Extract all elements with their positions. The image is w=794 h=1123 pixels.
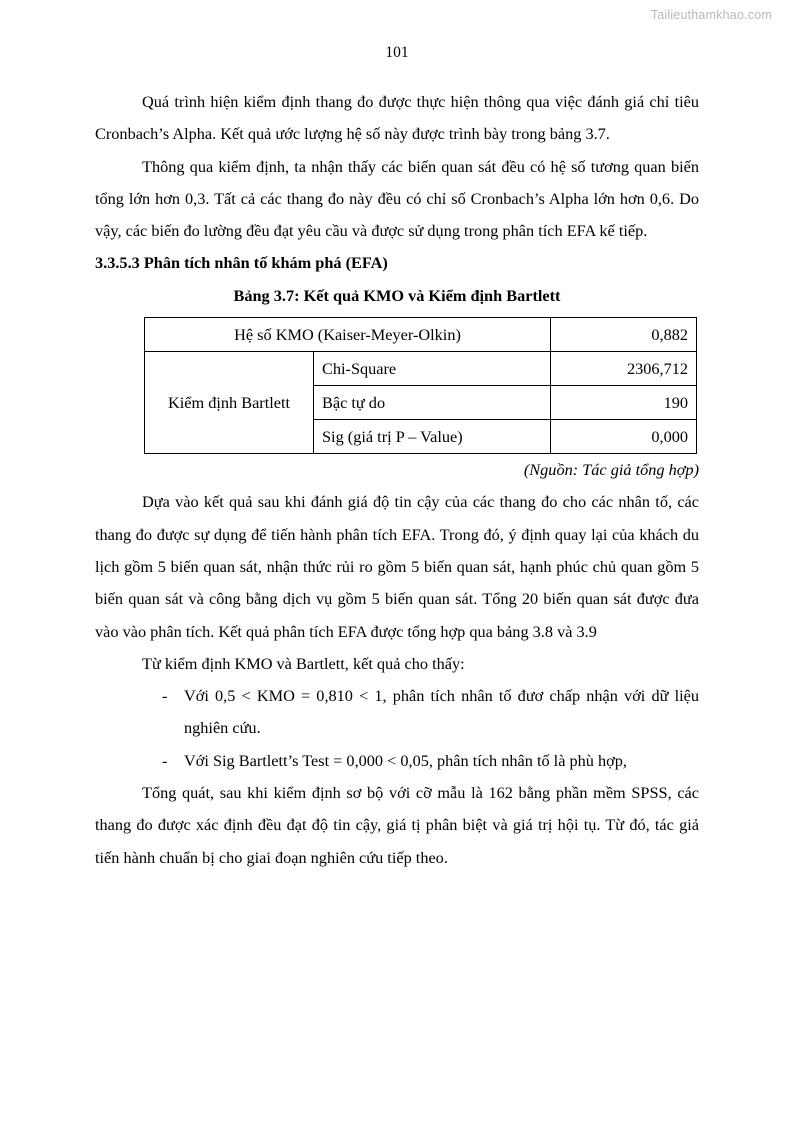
table-source-note: (Nguồn: Tác giả tổng hợp) bbox=[523, 460, 699, 480]
bartlett-chisquare-value: 2306,712 bbox=[551, 352, 697, 386]
list-item bbox=[95, 745, 699, 777]
bartlett-chisquare-label: Chi-Square bbox=[314, 352, 551, 386]
list-marker-icon: - bbox=[162, 750, 168, 770]
paragraph-efa-setup: Dựa vào kết quả sau khi đánh giá độ tin cậy của các thang đo cho các nhân tố, các thang đo được sự dụng để tiến hành phân tích EFA. Trong đó, ý định quay lại của khách du lịch gồm 5 biến quan sát, nhận thức rủi ro gồm 5 biến quan sát, hạnh phúc chủ quan gồm 5 biến quan sát và công bằng dịch vụ gồm 5 biến quan sát. Tổng 20 biến quan sát được đưa vào vào phân tích. Kết quả phân tích EFA được tổng hợp qua bảng 3.8 và 3.9 bbox=[95, 492, 699, 641]
kmo-value-cell: 0,882 bbox=[551, 318, 697, 352]
kmo-label-cell: Hệ số KMO (Kaiser-Meyer-Olkin) bbox=[145, 318, 551, 352]
list-item-label: Với Sig Bartlett’s Test = 0,000 < 0,05, phân tích nhân tố là phù hợp, bbox=[184, 750, 627, 770]
list-marker-icon: - bbox=[162, 686, 168, 706]
page-number: 101 bbox=[385, 44, 409, 61]
paragraph-conclusion: Tổng quát, sau khi kiểm định sơ bộ với cỡ mẫu là 162 bằng phần mềm SPSS, các thang đo được xác định đều đạt độ tin cậy, giá tị phân biệt và giá trị hội tụ. Từ đó, tác giả tiến hành chuẩn bị cho giai đoạn nghiên cứu tiếp theo. bbox=[95, 783, 699, 867]
list-item bbox=[95, 680, 699, 745]
bartlett-label-cell: Kiểm định Bartlett bbox=[145, 352, 314, 454]
bartlett-sig-label: Sig (giá trị P – Value) bbox=[314, 420, 551, 454]
findings-list bbox=[95, 680, 699, 777]
paragraph-intro: Quá trình hiện kiểm định thang đo được thực hiện thông qua việc đánh giá chỉ tiêu Cronbach’s Alpha. Kết quả ước lượng hệ số này được trình bày trong bảng 3.7. bbox=[95, 92, 699, 144]
bartlett-df-label: Bậc tự do bbox=[314, 386, 551, 420]
table-caption: Bảng 3.7: Kết quả KMO và Kiểm định Bartlett bbox=[233, 285, 561, 305]
watermark: Tailieuthamkhao.com bbox=[650, 8, 772, 22]
kmo-bartlett-table-wrapper bbox=[144, 317, 696, 454]
paragraph-kmo-lead: Từ kiểm định KMO và Bartlett, kết quả cho thấy: bbox=[142, 653, 465, 673]
list-item-label: Với 0,5 < KMO = 0,810 < 1, phân tích nhân tố đươ chấp nhận với dữ liệu nghiên cứu. bbox=[184, 686, 699, 738]
paragraph-reliability: Thông qua kiểm định, ta nhận thấy các biến quan sát đều có hệ số tương quan biến tổng lớn hơn 0,3. Tất cả các thang đo này đều có chỉ số Cronbach’s Alpha lớn hơn 0,6. Do vậy, các biến đo lường đều đạt yêu cầu và được sử dụng trong phân tích EFA kế tiếp. bbox=[95, 156, 699, 241]
bartlett-df-value: 190 bbox=[551, 386, 697, 420]
section-heading-efa: 3.3.5.3 Phân tích nhân tố khám phá (EFA) bbox=[95, 253, 388, 273]
page-content bbox=[95, 86, 699, 874]
table-row bbox=[145, 318, 697, 352]
kmo-bartlett-table bbox=[144, 317, 697, 454]
table-row bbox=[145, 352, 697, 386]
bartlett-sig-value: 0,000 bbox=[551, 420, 697, 454]
